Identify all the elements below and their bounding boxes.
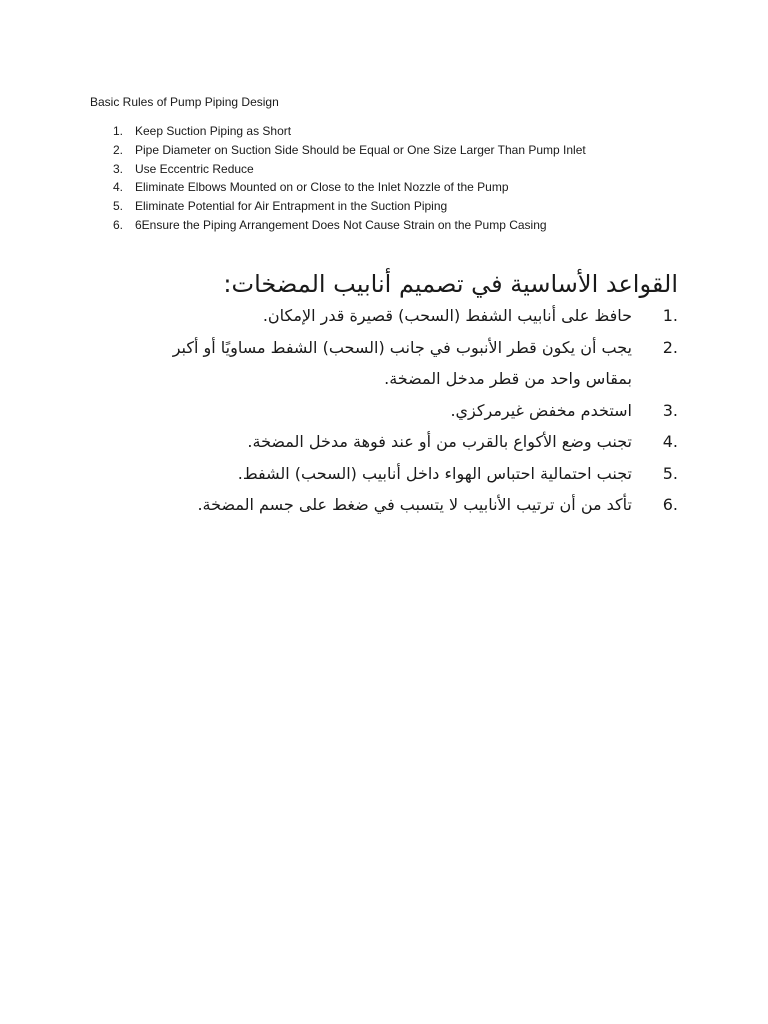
arabic-rule-item — [118, 395, 678, 427]
arabic-title: القواعد الأساسية في تصميم أنابيب المضخات: — [223, 270, 678, 298]
list-number: 4. — [662, 432, 678, 451]
english-rule-text: Keep Suction Piping as Short — [135, 124, 292, 138]
arabic-rules-list — [118, 300, 678, 521]
list-number: 1. — [662, 306, 678, 325]
arabic-rule-item — [118, 332, 678, 395]
list-number: 2. — [113, 142, 124, 157]
arabic-rule-text: استخدم مخفض غيرمركزي. — [450, 400, 632, 420]
english-title: Basic Rules of Pump Piping Design — [90, 95, 279, 109]
arabic-rule-item — [118, 426, 678, 458]
english-rule-item — [90, 178, 586, 197]
english-rule-item — [90, 160, 586, 179]
arabic-rule-text: تجنب احتمالية احتباس الهواء داخل أنابيب (السحب) الشفط. — [237, 463, 632, 483]
arabic-section — [118, 268, 678, 521]
arabic-rule-item — [118, 458, 678, 490]
arabic-rule-text-continued: بمقاس واحد من قطر مدخل المضخة. — [384, 369, 632, 388]
english-rule-item — [90, 141, 586, 160]
english-rule-text: Eliminate Potential for Air Entrapment in the Suction Piping — [135, 199, 448, 214]
arabic-rule-item — [118, 489, 678, 521]
arabic-rule-text: يجب أن يكون قطر الأنبوب في جانب (السحب) الشفط مساويًا أو أكبر — [172, 337, 632, 357]
arabic-rule-item — [118, 300, 678, 332]
arabic-rule-text: تجنب وضع الأكواع بالقرب من أو عند فوهة مدخل المضخة. — [247, 432, 632, 451]
list-number: 3. — [113, 161, 124, 176]
english-rule-item — [90, 197, 586, 216]
list-number: 4. — [113, 180, 124, 195]
list-number: 5. — [113, 199, 124, 214]
english-rule-text: Use Eccentric Reduce — [135, 161, 254, 176]
english-rule-item — [90, 122, 586, 141]
english-rules-list — [90, 122, 586, 235]
list-number: 6. — [113, 217, 124, 232]
list-number: 3. — [662, 400, 678, 420]
english-rule-text: Eliminate Elbows Mounted on or Close to the Inlet Nozzle of the Pump — [135, 180, 509, 195]
list-number: 5. — [662, 463, 678, 483]
arabic-rule-text: تأكد من أن ترتيب الأنابيب لا يتسبب في ضغط على جسم المضخة. — [197, 495, 632, 514]
list-number: 6. — [662, 495, 678, 514]
arabic-rule-text: حافظ على أنابيب الشفط (السحب) قصيرة قدر الإمكان. — [262, 306, 632, 325]
list-number: 2. — [662, 337, 678, 357]
english-rule-text: Pipe Diameter on Suction Side Should be Equal or One Size Larger Than Pump Inlet — [135, 142, 586, 157]
english-rule-item — [90, 216, 586, 235]
english-rule-text: 6Ensure the Piping Arrangement Does Not Cause Strain on the Pump Casing — [135, 217, 547, 232]
list-number: 1. — [113, 124, 124, 138]
